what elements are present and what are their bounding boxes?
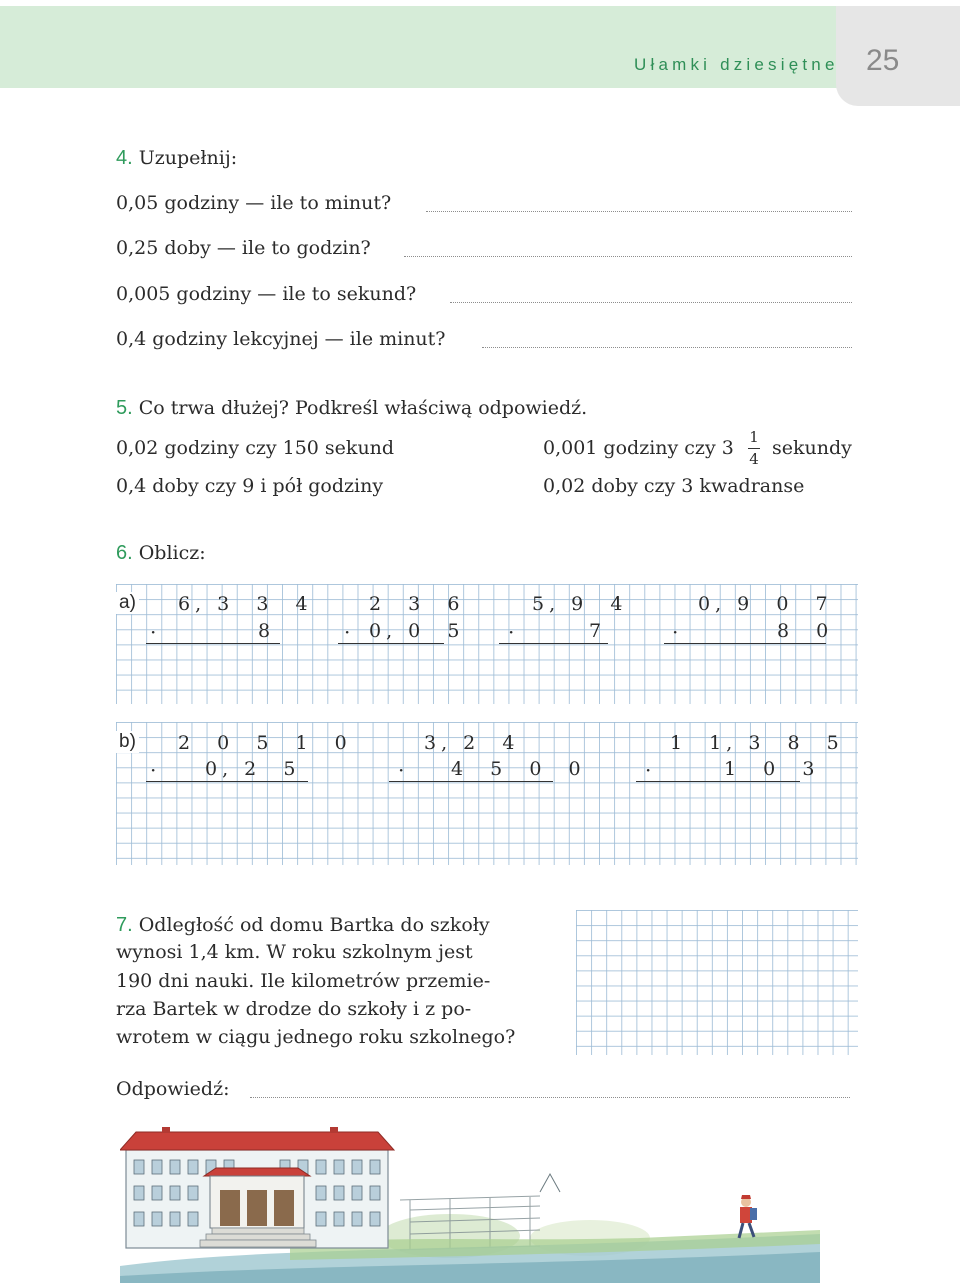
ex7-line-5: wrotem w ciągu jednego roku szkolnego? bbox=[116, 1026, 516, 1048]
grid-ex7-workspace[interactable] bbox=[576, 910, 858, 1055]
a4-bottom-number: 8 0 bbox=[777, 620, 834, 642]
a4-top-number: 0, 9 0 7 bbox=[698, 593, 833, 615]
exercise-5-heading bbox=[116, 398, 587, 418]
a2-bottom-number: 0, 0 5 bbox=[369, 620, 465, 642]
b3-bottom-number: 1 0 3 bbox=[724, 758, 820, 780]
ex5-option-4[interactable]: 0,02 doby czy 3 kwadranse bbox=[543, 475, 805, 497]
b2-bottom-number: 4 5 0 0 bbox=[451, 758, 586, 780]
ex7-text-1: Odległość od domu Bartka do szkoły bbox=[138, 914, 490, 936]
exercise-4-heading bbox=[116, 148, 237, 168]
a3-result-line bbox=[499, 643, 608, 644]
b3-top-number: 1 1, 3 8 5 bbox=[670, 732, 844, 754]
exercise-number: 4. bbox=[116, 147, 133, 169]
multiply-sign: · bbox=[645, 758, 652, 782]
multiply-sign: · bbox=[344, 620, 351, 644]
a3-top-number: 5, 9 4 bbox=[532, 593, 628, 615]
ex4-question-1: 0,05 godziny — ile to minut? bbox=[116, 192, 392, 214]
b1-top-number: 2 0 5 1 0 bbox=[178, 732, 352, 754]
multiply-sign: · bbox=[150, 758, 157, 782]
a3-bottom-number: 7 bbox=[589, 620, 607, 642]
multiply-sign: · bbox=[508, 620, 515, 644]
exercise-instruction: Uzupełnij: bbox=[138, 147, 238, 169]
school-illustration bbox=[120, 1126, 820, 1283]
a1-bottom-number: 8 bbox=[258, 620, 276, 642]
answer-label: Odpowiedź: bbox=[116, 1078, 230, 1100]
answer-line-1[interactable] bbox=[426, 211, 852, 212]
header-band bbox=[0, 6, 850, 88]
exercise-6-heading bbox=[116, 543, 206, 563]
part-a-label: a) bbox=[116, 592, 139, 614]
b3-result-line bbox=[636, 781, 800, 782]
answer-line-3[interactable] bbox=[450, 302, 852, 303]
a4-result-line bbox=[664, 643, 826, 644]
ex7-line-2: wynosi 1,4 km. W roku szkolnym jest bbox=[116, 941, 473, 963]
a2-result-line bbox=[338, 643, 444, 644]
fraction-numerator: 1 bbox=[749, 428, 759, 446]
exercise-instruction: Oblicz: bbox=[138, 542, 206, 564]
exercise-number: 7. bbox=[116, 914, 133, 936]
b1-result-line bbox=[146, 781, 308, 782]
exercise-instruction: Co trwa dłużej? Podkreśl właściwą odpowiedź. bbox=[138, 397, 588, 419]
b1-bottom-number: 0, 2 5 bbox=[205, 758, 301, 780]
ex7-line-4: rza Bartek w drodze do szkoły i z po- bbox=[116, 998, 472, 1020]
ex5-option-2-suffix[interactable]: sekundy bbox=[772, 437, 852, 459]
answer-line-2[interactable] bbox=[404, 256, 852, 257]
a1-result-line bbox=[146, 643, 280, 644]
a1-top-number: 6, 3 3 4 bbox=[178, 593, 313, 615]
ex7-line-1 bbox=[116, 915, 490, 935]
ex5-option-1[interactable]: 0,02 godziny czy 150 sekund bbox=[116, 437, 395, 459]
fraction-denominator: 4 bbox=[749, 450, 759, 468]
multiply-sign: · bbox=[672, 620, 679, 644]
exercise-number: 5. bbox=[116, 397, 133, 419]
chapter-title: Ułamki dziesiętne bbox=[634, 55, 839, 74]
answer-line[interactable] bbox=[250, 1097, 850, 1098]
part-b-label: b) bbox=[116, 731, 139, 753]
ex4-question-2: 0,25 doby — ile to godzin? bbox=[116, 237, 371, 259]
b2-result-line bbox=[389, 781, 553, 782]
fraction-bar bbox=[748, 448, 760, 449]
page-number: 25 bbox=[866, 44, 900, 77]
answer-line-4[interactable] bbox=[482, 347, 852, 348]
multiply-sign: · bbox=[398, 758, 405, 782]
ex4-question-3: 0,005 godziny — ile to sekund? bbox=[116, 283, 417, 305]
ex5-option-3[interactable]: 0,4 doby czy 9 i pół godziny bbox=[116, 475, 384, 497]
multiply-sign: · bbox=[150, 620, 157, 644]
exercise-number: 6. bbox=[116, 542, 133, 564]
ex4-question-4: 0,4 godziny lekcyjnej — ile minut? bbox=[116, 328, 446, 350]
ex5-option-2-prefix[interactable]: 0,001 godziny czy 3 bbox=[543, 437, 734, 459]
a2-top-number: 2 3 6 bbox=[369, 593, 465, 615]
school-scene-svg bbox=[120, 1126, 820, 1283]
ex7-line-3: 190 dni nauki. Ile kilometrów przemie- bbox=[116, 970, 491, 992]
b2-top-number: 3, 2 4 bbox=[424, 732, 520, 754]
